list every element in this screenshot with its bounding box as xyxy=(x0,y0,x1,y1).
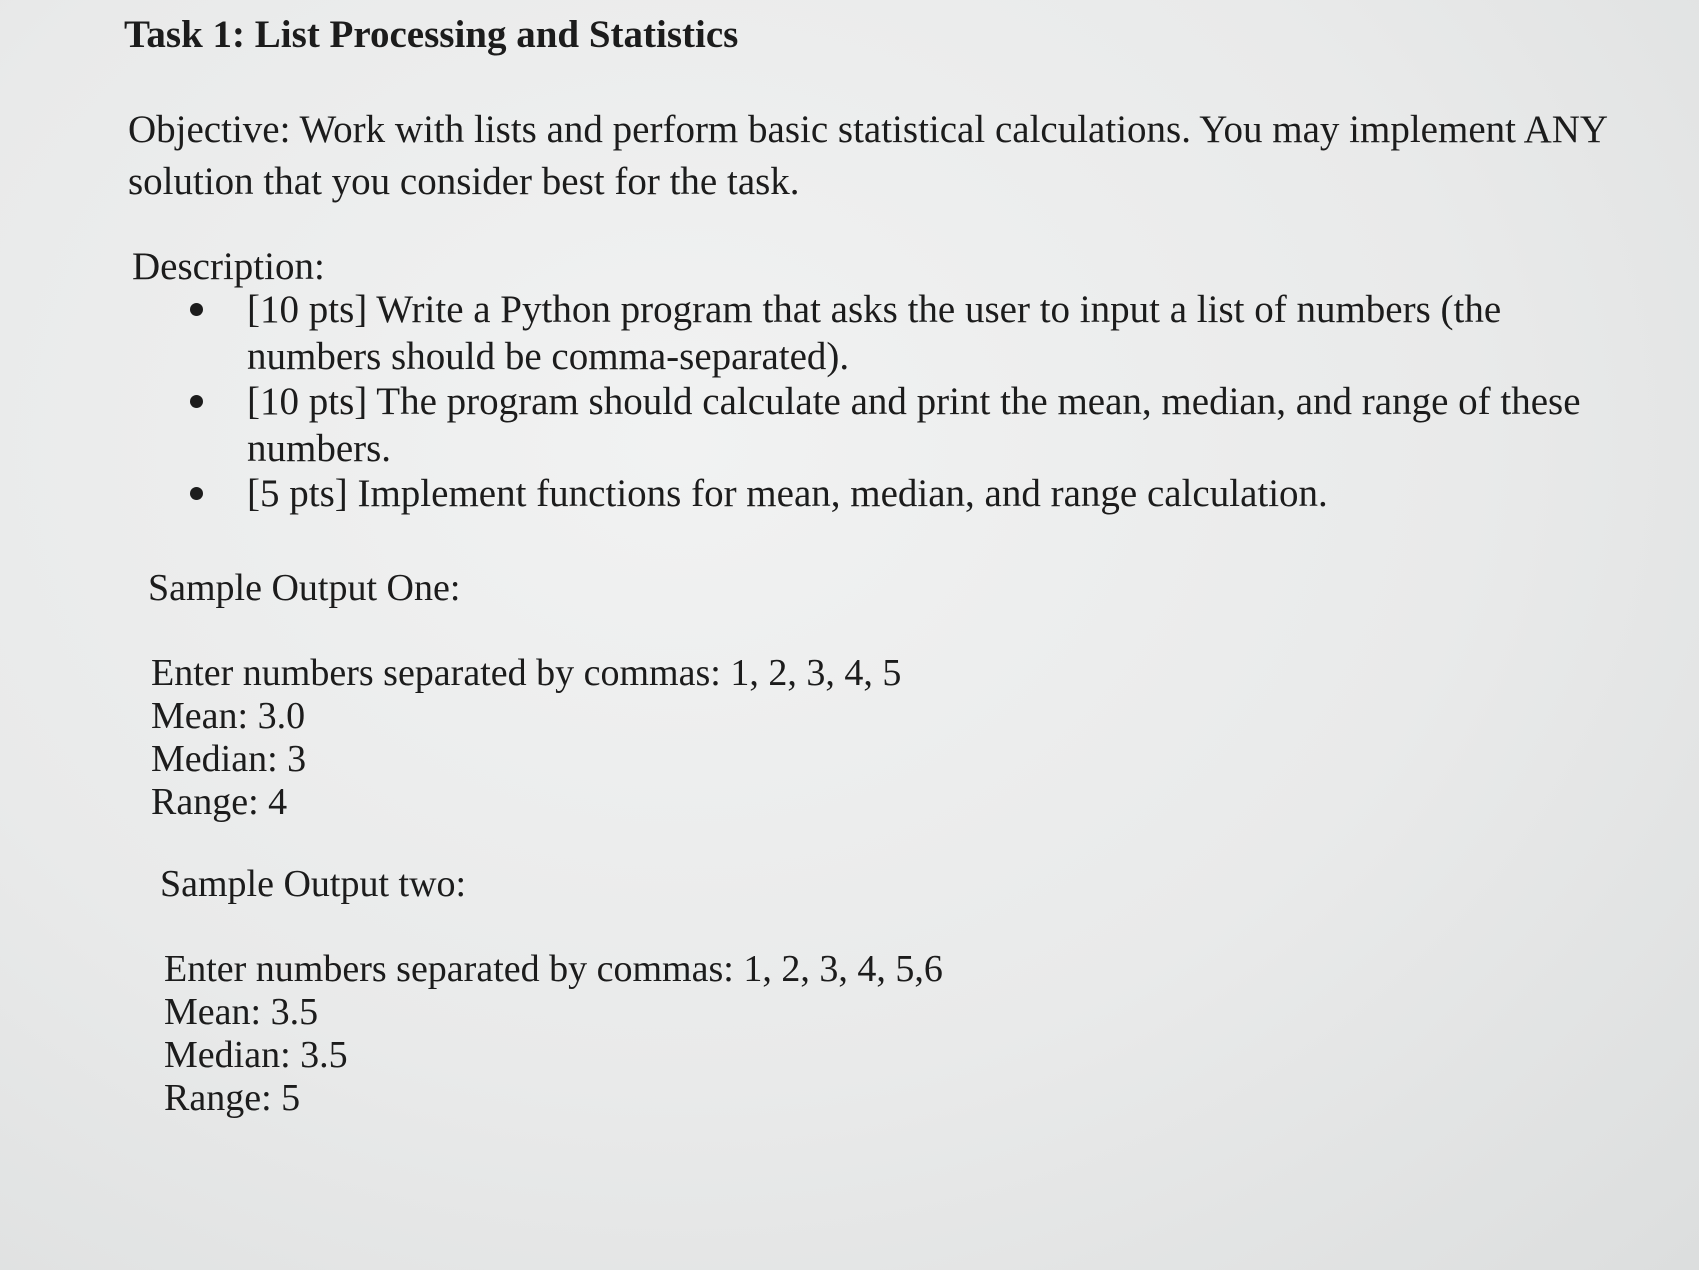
sample-one-line: Median: 3 xyxy=(151,738,307,780)
sample-one-output xyxy=(151,652,901,824)
requirements-list xyxy=(190,286,1610,517)
sample-one-heading: Sample Output One: xyxy=(148,567,461,609)
list-item xyxy=(190,378,1610,472)
requirement-text: [10 pts] Write a Python program that asks the user to input a list of numbers (the numbers should be comma-separated). xyxy=(247,288,1502,378)
list-item xyxy=(190,286,1610,380)
requirement-text: [10 pts] The program should calculate and print the mean, median, and range of these numbers. xyxy=(247,380,1581,470)
bullet-dot-icon xyxy=(190,487,203,500)
bullet-dot-icon xyxy=(190,303,203,316)
sample-two-line: Range: 5 xyxy=(164,1077,301,1119)
sample-two-line: Median: 3.5 xyxy=(164,1034,348,1076)
sample-two-output xyxy=(164,948,943,1120)
sample-one-line: Enter numbers separated by commas: 1, 2, 3, 4, 5 xyxy=(151,652,902,694)
sample-one-line: Mean: 3.0 xyxy=(151,695,306,737)
task-title: Task 1: List Processing and Statistics xyxy=(124,13,739,56)
sample-one-line: Range: 4 xyxy=(151,781,288,823)
description-heading: Description: xyxy=(132,245,325,288)
sample-two-line: Enter numbers separated by commas: 1, 2, 3, 4, 5,6 xyxy=(164,948,943,990)
list-item xyxy=(190,470,1610,517)
sample-two-line: Mean: 3.5 xyxy=(164,991,319,1033)
objective-paragraph: Objective: Work with lists and perform basic statistical calculations. You may implement ANY solution that you consider best for the task. xyxy=(128,108,1607,203)
sample-two-heading: Sample Output two: xyxy=(160,863,467,905)
bullet-dot-icon xyxy=(190,395,203,408)
requirement-text: [5 pts] Implement functions for mean, median, and range calculation. xyxy=(247,472,1328,515)
